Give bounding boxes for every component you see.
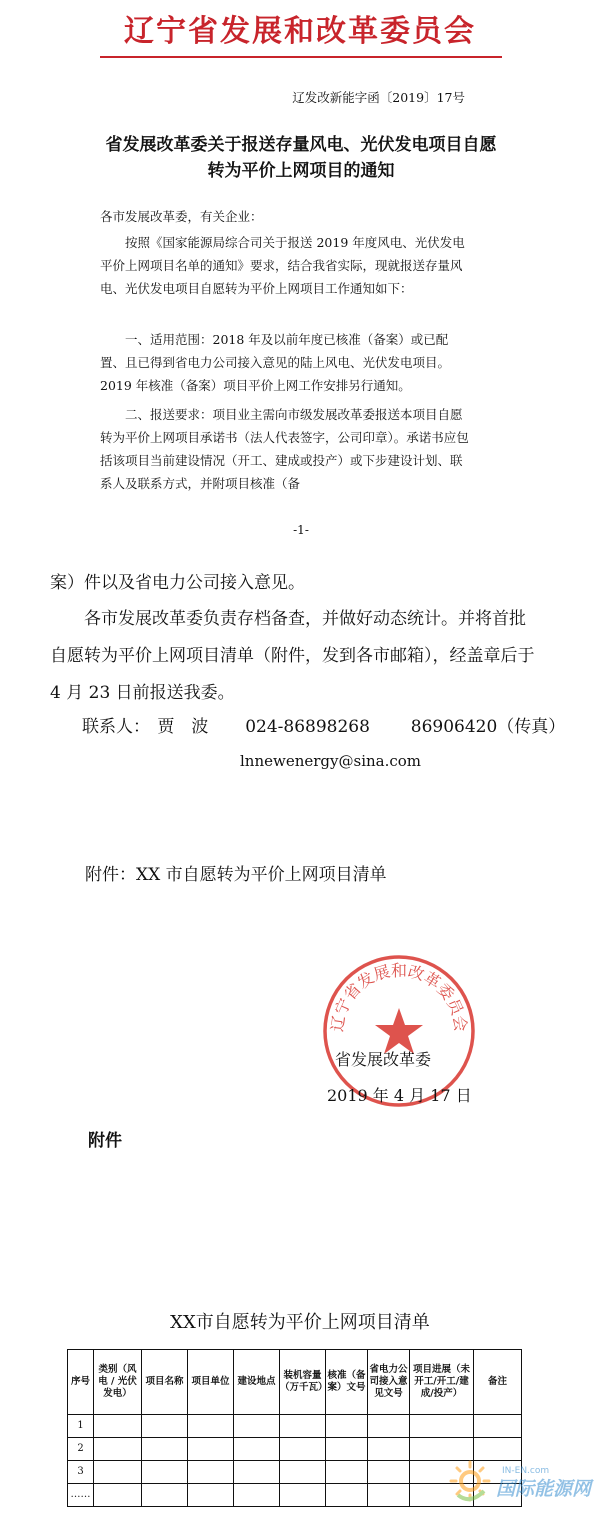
contact-name: 贾 波 xyxy=(157,717,209,737)
table-row xyxy=(68,1415,522,1438)
attachment-label: 附件 xyxy=(88,1131,122,1151)
paragraph-requirements: 二、报送要求：项目业主需向市级发展改革委报送本项目自愿转为平价上网项目承诺书（法人代表签字，公司印章）。承诺书应包括该项目当前建设情况（开工、建成或投产）或下步建设计划、联系人及联系方式，并附项目核准（备 xyxy=(100,407,469,491)
watermark-cn: 国际能源网 xyxy=(496,1478,592,1500)
row-index: …… xyxy=(68,1484,94,1507)
salutation: 各市发展改革委，有关企业： xyxy=(100,209,263,224)
col-header-grid-opinion-no: 省电力公司接入意见文号 xyxy=(368,1350,410,1415)
paragraph-scope: 一、适用范围：2018 年及以前年度已核准（备案）或已配置、且已得到省电力公司接入意见的陆上风电、光伏发电项目。2019 年核准（备案）项目平价上网工作安排另行通知。 xyxy=(100,332,451,393)
col-header-capacity: 装机容量（万千瓦） xyxy=(280,1350,326,1415)
contact-phone: 024-86898268 xyxy=(245,717,370,737)
col-header-remarks: 备注 xyxy=(474,1350,522,1415)
page-number: -1- xyxy=(293,523,309,537)
watermark-logo xyxy=(444,1451,594,1507)
paragraph-archive: 各市发展改革委负责存档备查，并做好动态统计。并将首批自愿转为平价上网项目清单（附件，发到各市邮箱），经盖章后于 4 月 23 日前报送我委。 xyxy=(50,609,535,703)
issue-date: 2019 年 4 月 17 日 xyxy=(327,1086,472,1105)
table-header-row xyxy=(68,1350,522,1415)
notice-title: 省发展改革委关于报送存量风电、光伏发电项目自愿转为平价上网项目的通知 xyxy=(105,135,497,181)
contact-email[interactable]: lnnewenergy@sina.com xyxy=(240,752,422,770)
paragraph-intro: 按照《国家能源局综合司关于报送 2019 年度风电、光伏发电平价上网项目名单的通知》要求，结合我省实际，现就报送存量风电、光伏发电项目自愿转为平价上网项目工作通知如下： xyxy=(100,235,465,296)
paragraph-continued: 案）件以及省电力公司接入意见。 xyxy=(50,573,305,593)
col-header-location: 建设地点 xyxy=(234,1350,280,1415)
row-index: 2 xyxy=(68,1438,94,1461)
header-divider xyxy=(100,56,502,58)
contact-label: 联系人： xyxy=(82,717,150,737)
watermark-en: IN-EN.com xyxy=(502,1466,550,1476)
col-header-approval-no: 核准（备案）文号 xyxy=(326,1350,368,1415)
signer: 省发展改革委 xyxy=(335,1050,432,1069)
contact-fax: 86906420（传真） xyxy=(410,717,566,737)
col-header-category: 类别（风电 / 光伏发电） xyxy=(94,1350,142,1415)
header-org-name: 辽宁省发展和改革委员会 xyxy=(124,14,476,49)
attachment-line: 附件：XX 市自愿转为平价上网项目清单 xyxy=(85,865,387,885)
table-title: XX市自愿转为平价上网项目清单 xyxy=(170,1312,430,1333)
col-header-progress: 项目进展（未开工/开工/建成/投产） xyxy=(410,1350,474,1415)
col-header-index: 序号 xyxy=(68,1350,94,1415)
row-index: 3 xyxy=(68,1461,94,1484)
seal-ring-text: 辽宁省发展和改革委员会 xyxy=(327,960,471,1033)
row-index: 1 xyxy=(68,1415,94,1438)
col-header-project-unit: 项目单位 xyxy=(188,1350,234,1415)
contact-line xyxy=(82,712,565,737)
document-number: 辽发改新能字函〔2019〕17号 xyxy=(292,90,465,105)
col-header-project-name: 项目名称 xyxy=(142,1350,188,1415)
sun-logo-icon xyxy=(451,1462,489,1500)
